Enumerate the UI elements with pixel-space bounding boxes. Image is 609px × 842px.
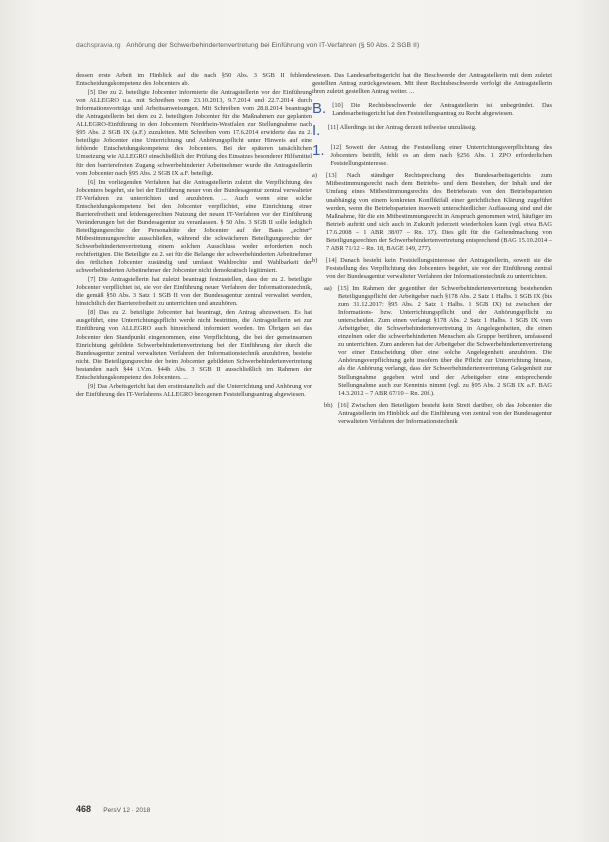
- item-b: [312, 257, 552, 281]
- section-marker: 1.: [312, 142, 325, 160]
- item-bb: [324, 402, 552, 426]
- section-text: [11] Allerdings ist der Antrag derzeit teilweise unzulässig.: [328, 124, 477, 132]
- item-label: a): [312, 172, 317, 180]
- item-text: [15] Im Rahmen der gegenüber der Schwerbehindertenvertretung bestehenden Beteiligungspflicht der Arbeitgeber nach §178 Abs. 2 Satz 1 Halbs. 1 SGB IX (bis zum 31.12.2017: §95 Abs. 2 Satz 1 Halbs. 1 SGB IX) ist zwischen der Informations- bzw. Unterrichtungspflicht und der Anhörungspflicht zu unterscheiden. Zum einen verlangt §178 Abs. 2 Satz 1 Halbs. 1 SGB IX vom Arbeitgeber, die Schwerbehindertenvertretung in Angelegenheiten, die einen einzelnen oder die schwerbehinderten Menschen als Gruppe berühren, umfassend zu unterrichten. Zum anderen hat der Arbeitgeber die Schwerbehindertenvertretung vor einer Entscheidung über eine solche Angelegenheit anzuhören. Die Anhörungsverpflichtung geht insofern über die Pflicht zur Unterrichtung hinaus, als die Anhörung verlangt, dass der Schwerbehindertenvertretung Gelegenheit zur Stellungnahme gegeben wird und der Arbeitgeber eine entsprechende Stellungnahme auch zur Kenntnis nimmt (vgl. zu §95 Abs. 2 SGB IX a.F. BAG 14.3.2012 – 7 ABR 67/10 – Rn. 20f.).: [338, 284, 552, 397]
- item-a: [312, 172, 552, 252]
- section-text: [10] Die Rechtsbeschwerde der Antragstellerin ist unbegründet. Das Landesarbeitsgericht hat den Feststellungsantrag zu Recht abgewiesen.: [332, 102, 552, 118]
- item-text: [16] Zwischen den Beteiligten besteht kein Streit darüber, ob das Jobcenter die Antragstellerin im Hinblick auf die Einführung von zentral von der Bundesagentur verwalteten Verfahren der Informationstechnik: [338, 401, 552, 425]
- paragraph: [9] Das Arbeitsgericht hat den erstinstanzlich auf die Unterrichtung und Anhörung vor der Einführung des IT-Verfahrens ALLEGRO bezogenen Feststellungsantrag abgewiesen.: [76, 382, 312, 398]
- paragraph: [6] Im vorliegenden Verfahren hat die Antragstellerin zuletzt die Verpflichtung des Jobcenters begehrt, sie bei der Einführung neuer von der Bundesagentur zentral verwalteter IT-Verfahren zu unterrichten und anzuhören. ... Auch wenn eine solche Entscheidungskompetenz bei den Jobcenter verpflichtet, eine Einrichtung einer Barrierefreiheit und leidensgerechten Nutzung der neuen IT-Verfahren vor der Einführung Veränderungen bei der Bundesagentur zu veranlassen. § 50 Abs. 3 SGB II solle lediglich Beteiligungsrechte der Personalräte der Jobcenter auf der Basis „echter“ Mitbestimmungsrechte ausschließen, während die schwächeren Beteiligungsrechte der Schwerbehindertenvertretung einem solchen Ausschluss weder erforderten noch rechtfertigten. Die Beteiligte zu 2. sei für die Belange der schwerbehinderten Arbeitnehmer des örtlichen Jobcenter zuständig und umfasst Wahlrechte und Wahlbarkeit der schwerbehinderten Arbeitnehmer der Jobcenter nicht demokratisch legitimiert.: [76, 178, 312, 275]
- item-label: aa): [324, 284, 332, 292]
- header-brand: dachspravia.rg: [76, 42, 121, 49]
- item-label: b): [312, 256, 318, 264]
- paragraph: [5] Der zu 2. beteiligte Jobcenter informierte die Antragstellerin vor der Einführung von ALLEGRO u.a. mit Schreiben vom 23.10.2013, 9.7.2014 und 22.7.2014 durch Informationsvorträge und Arbeitsanweisungen. Mit Schreiben vom 28.8.2014 beantragte die Antragstellerin bei dem zu 2. beteiligten Jobcenter für die Maßnahmen zur geplanten ALLEGRO-Einführung in den Jobcentern Nordrhein-Westfalen zur Stellungnahme nach §95 Abs. 2 SGB IX (a.F.) zuzuleiten. Mit Schreiben vom 17.6.2014 erwiderte das zu 2. beteiligte Jobcenter eine Unterrichtung und Anhörungspflicht unter Hinweis auf eine fehlende Entscheidungskompetenz des Jobcenters. Bei der späteren tatsächlichen Umsetzung wie ALLEGRO einschließlich der Prüfung des Einsatzes besonderer Hilfsmittel für den barrierefreien Zugang schwerbehinderter Arbeitnehmer wurde die Antragstellerin vom Jobcenter nach §95 Abs. 2 SGB IX a.F. beteiligt.: [76, 89, 312, 177]
- section-text: [12] Soweit der Antrag die Feststellung einer Unterrichtungsverpflichtung des Jobcenters betrifft, fehlt es an dem nach §256 Abs. 1 ZPO erforderlichen Feststellungsinteresse.: [330, 144, 552, 168]
- paragraph: [8] Das zu 2. beteiligte Jobcenter hat beantragt, den Antrag abzuweisen. Es hat ausgeführt, eine Unterrichtungspflicht werde nicht bestritten, die Antragstellerin sei zur Einführung von ALLEGRO auch hinreichend informiert worden. Im Übrigen sei das Jobcenter den Standpunkt eingenommen, eine Verpflichtung, die bei der gemeinsamen Einrichtung gebildete Schwerbehindertenvertretung bei der Einführung der durch die Bundesagentur zentral verwalteten Verfahren der Informationstechnik anzuhören, bestehe nicht. Die Beteiligungsrechte der beim Jobcenter gebildeten Schwerbehindertenvertretung bestanden nach §44 i.V.m. §44h Abs. 3 SGB II ausschließlich im Rahmen der Entscheidungskompetenz des Jobcenters. ...: [76, 309, 312, 381]
- item-aa: [324, 285, 552, 398]
- section-1: [312, 144, 552, 168]
- header-title: Anhörung der Schwerbehindertenvertretung bei Einführung von IT-Verfahren (§ 50 Abs. 2 SGB II): [126, 42, 420, 49]
- section-b: [312, 102, 552, 118]
- paragraph: [7] Die Antragstellerin hat zuletzt beantragt festzustellen, dass der zu 2. beteiligte Jobcenter verpflichtet ist, sie vor der Einführung neuer Verfahren der Informationstechnik, die gemäß §50 Abs. 3 Satz 1 SGB II von der Bundesagentur zentral verwaltet werden, hinsichtlich der Barrierefreiheit zu unterrichten und anzuhören.: [76, 276, 312, 308]
- item-text: [14] Danach besteht kein Feststellungsinteresse der Antragstellerin, soweit sie die Feststellung des Verpflichtung des Jobcenters begehrt, sie vor der Einführung zentral von der Bundesagentur verwalteter Verfahren der Informationstechnik zu unterrichten.: [326, 256, 552, 280]
- running-header: [76, 42, 546, 49]
- page-number: 468: [76, 804, 92, 814]
- page-footer: [76, 804, 150, 814]
- section-i: [312, 124, 552, 138]
- item-label: bb): [324, 401, 333, 409]
- left-column: [76, 72, 312, 400]
- section-marker: I.: [312, 122, 321, 140]
- paragraph: dessen erste Arbeit im Hinblick auf die nach §50 Abs. 3 SGB II fehlende Entscheidungskompetenz des Jobcenters ab.: [76, 72, 312, 88]
- right-column: [312, 72, 552, 430]
- paragraph: wiesen. Das Landesarbeitsgericht hat die Beschwerde der Antragstellerin mit dem zuletzt gestellten Antrag zurückgewiesen. Mit ihrer Rechtsbeschwerde verfolgt die Antragstellerin ihren zuletzt gestellten Antrag weiter. ...: [312, 72, 552, 96]
- journal-reference: PersV 12 · 2018: [103, 807, 151, 814]
- item-text: [13] Nach ständiger Rechtsprechung des Bundesarbeitsgerichts zum Mitbestimmungsrecht nach dem Betriebs- und dem Bestehen, der Inhalt und der Umfang eines Mitbestimmungsrechts des Betriebsrats von den Betriebsparteien unabhängig von einem konkreten Konfliktfall einer gerichtlichen Klärung zugeführt werden, wenn die Betriebsparteien insoweit unterschiedlicher Auffassung sind und die Maßnahme, für die ein Mitbestimmungsrecht in Anspruch genommen wird, häufiger im Betrieb auftritt und sich auch in Zukunft jederzeit wiederholen kann (vgl. etwa BAG 17.6.2008 – 1 ABR 38/07 – Rn. 17). Dies gilt für die Geltendmachung von Beteiligungsrechten der Schwerbehindertenvertretung entsprechend (BAG 15.10.2014 – 7 ABR 71/12 – Rn. 18, BAGE 149, 277).: [326, 172, 552, 252]
- section-marker: B.: [312, 100, 327, 118]
